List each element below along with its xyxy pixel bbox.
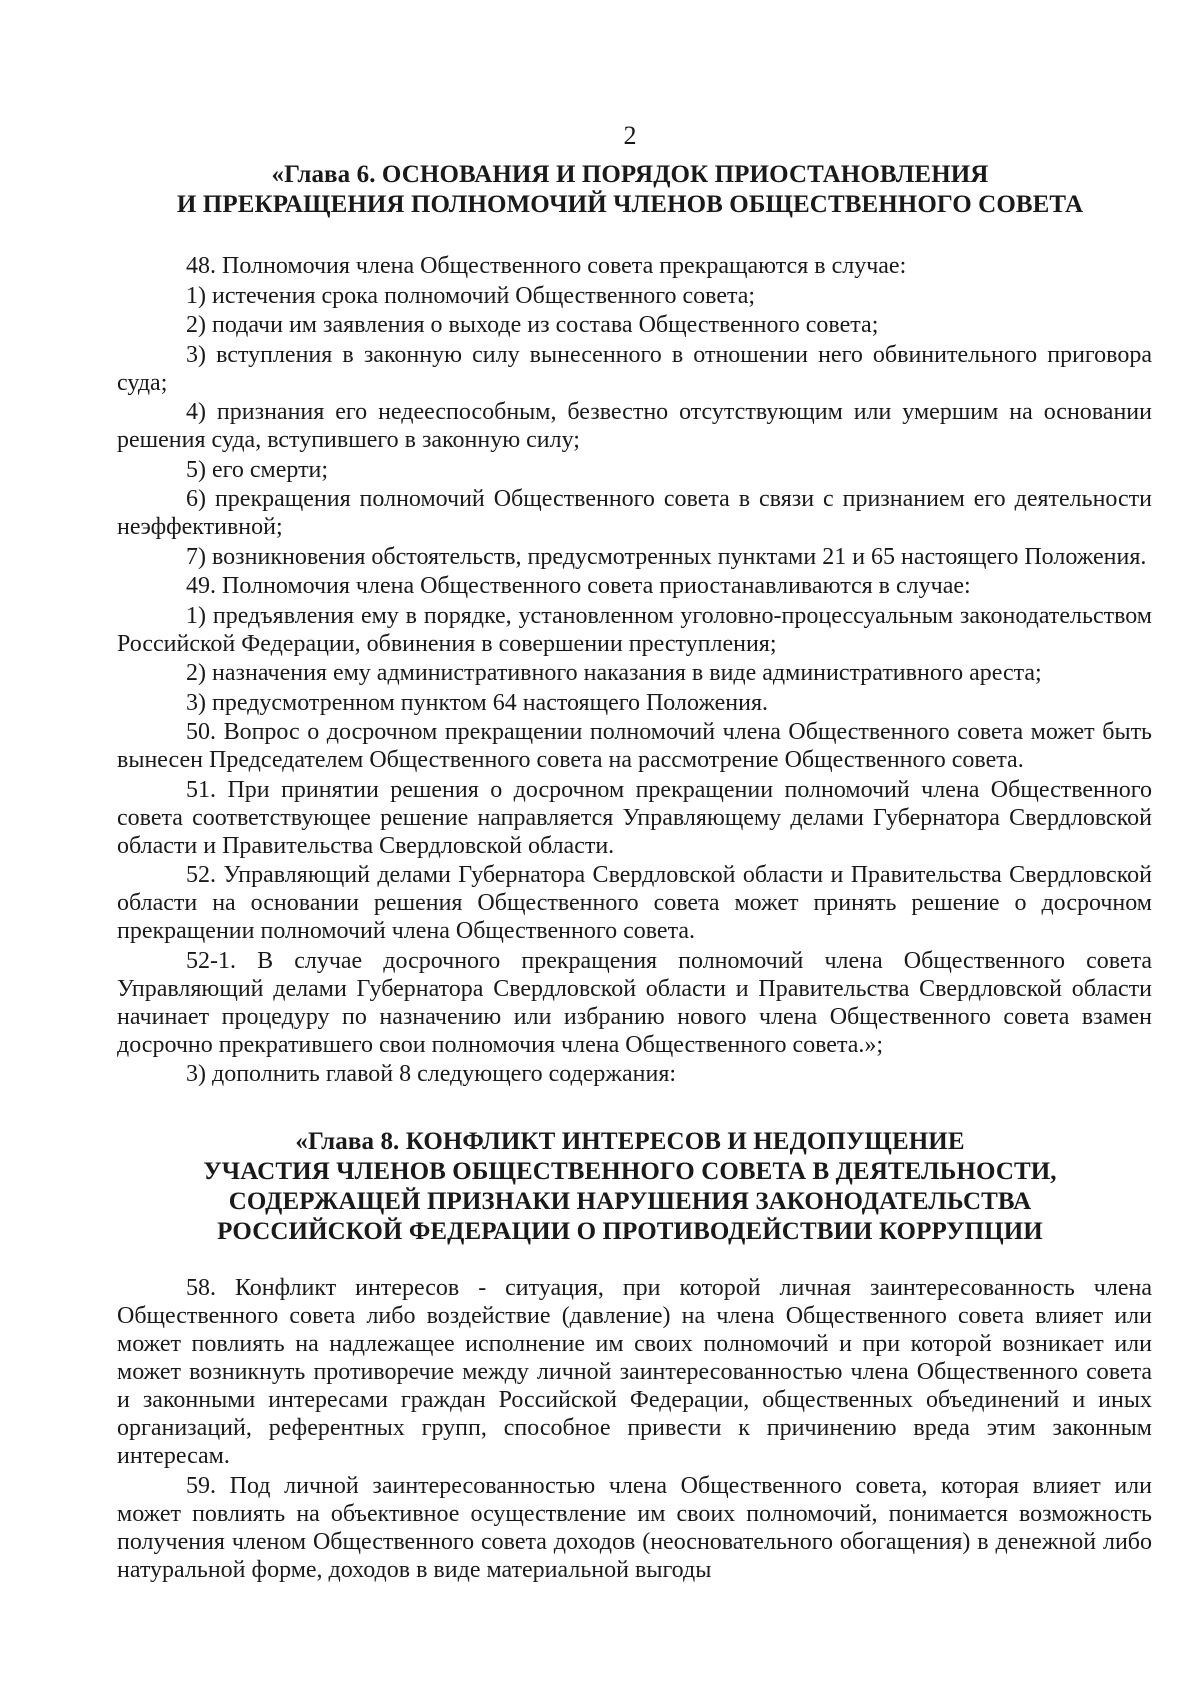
paragraph: 51. При принятии решения о досрочном прекращении полномочий члена Общественного совета соответствующее решение направляется Управляющему делами Губернатора Свердловской области и Правительства Свердловской области. [117, 776, 1152, 859]
chapter-6-heading [120, 160, 1140, 220]
paragraph: 3) предусмотренном пунктом 64 настоящего Положения. [186, 689, 769, 716]
heading-line: «Глава 8. КОНФЛИКТ ИНТЕРЕСОВ И НЕДОПУЩЕНИЕ [295, 1128, 965, 1155]
paragraph: 1) истечения срока полномочий Общественного совета; [186, 282, 756, 309]
heading-line: РОССИЙСКОЙ ФЕДЕРАЦИИ О ПРОТИВОДЕЙСТВИИ КОРРУПЦИИ [217, 1218, 1043, 1245]
heading-line: И ПРЕКРАЩЕНИЯ ПОЛНОМОЧИЙ ЧЛЕНОВ ОБЩЕСТВЕННОГО СОВЕТА [176, 191, 1084, 218]
paragraph: 3) дополнить главой 8 следующего содержания: [186, 1061, 677, 1087]
heading-line: СОДЕРЖАЩЕЙ ПРИЗНАКИ НАРУШЕНИЯ ЗАКОНОДАТЕЛЬСТВА [228, 1188, 1032, 1215]
paragraph: 49. Полномочия члена Общественного совета приостанавливаются в случае: [186, 573, 971, 599]
chapter-6-body [117, 252, 1152, 1090]
chapter-8-body [117, 1274, 1152, 1585]
paragraph: 50. Вопрос о досрочном прекращении полномочий члена Общественного совета может быть вынесен Председателем Общественного совета на рассмотрение Общественного совета. [117, 719, 1152, 773]
paragraph: 52. Управляющий делами Губернатора Свердловской области и Правительства Свердловской области на основании решения Общественного совета может принять решение о досрочном прекращении полномочий члена Общественного совета. [117, 862, 1152, 944]
heading-line: УЧАСТИЯ ЧЛЕНОВ ОБЩЕСТВЕННОГО СОВЕТА В ДЕЯТЕЛЬНОСТИ, [203, 1158, 1057, 1185]
paragraph: 2) назначения ему административного наказания в виде административного ареста; [186, 660, 1042, 686]
paragraph: 52-1. В случае досрочного прекращения полномочий члена Общественного совета Управляющий делами Губернатора Свердловской области и Правительства Свердловской области начинает процедуру по назначению или избранию нового члена Общественного совета взамен досрочно прекратившего свои полномочия члена Общественного совета.»; [117, 947, 1152, 1058]
paragraph: 7) возникновения обстоятельств, предусмотренных пунктами 21 и 65 настоящего Положения. [186, 543, 1147, 570]
paragraph: 48. Полномочия члена Общественного совета прекращаются в случае: [186, 253, 907, 279]
paragraph: 1) предъявления ему в порядке, установленном уголовно-процессуальным законодательством Российской Федерации, обвинения в совершении преступления; [117, 602, 1152, 657]
paragraph: 4) признания его недееспособным, безвестно отсутствующим или умершим на основании решения суда, вступившего в законную силу; [117, 399, 1152, 453]
paragraph: 58. Конфликт интересов - ситуация, при которой личная заинтересованность члена Общественного совета либо воздействие (давление) на члена Общественного совета влияет или может повлиять на надлежащее исполнение им своих полномочий и при которой возникает или может возникнуть противоречие между личной заинтересованностью члена Общественного совета и законными интересами граждан Российской Федерации, общественных объединений и иных организаций, референтных групп, способное привести к причинению вреда этим законным интересам. [117, 1275, 1152, 1469]
page-number: 2 [623, 121, 637, 150]
paragraph: 3) вступления в законную силу вынесенного в отношении него обвинительного приговора суда; [117, 341, 1152, 396]
paragraph: 2) подачи им заявления о выходе из состава Общественного совета; [186, 312, 879, 338]
paragraph: 59. Под личной заинтересованностью члена Общественного совета, которая влияет или может повлиять на объективное осуществление им своих полномочий, понимается возможность получения членом Общественного совета доходов (неосновательного обогащения) в денежной либо натуральной форме, доходов в виде материальной выгоды [117, 1472, 1152, 1583]
chapter-8-heading [120, 1127, 1140, 1247]
heading-line: «Глава 6. ОСНОВАНИЯ И ПОРЯДОК ПРИОСТАНОВЛЕНИЯ [271, 161, 989, 188]
paragraph: 5) его смерти; [186, 456, 329, 483]
paragraph: 6) прекращения полномочий Общественного совета в связи с признанием его деятельности неэффективной; [117, 486, 1152, 540]
